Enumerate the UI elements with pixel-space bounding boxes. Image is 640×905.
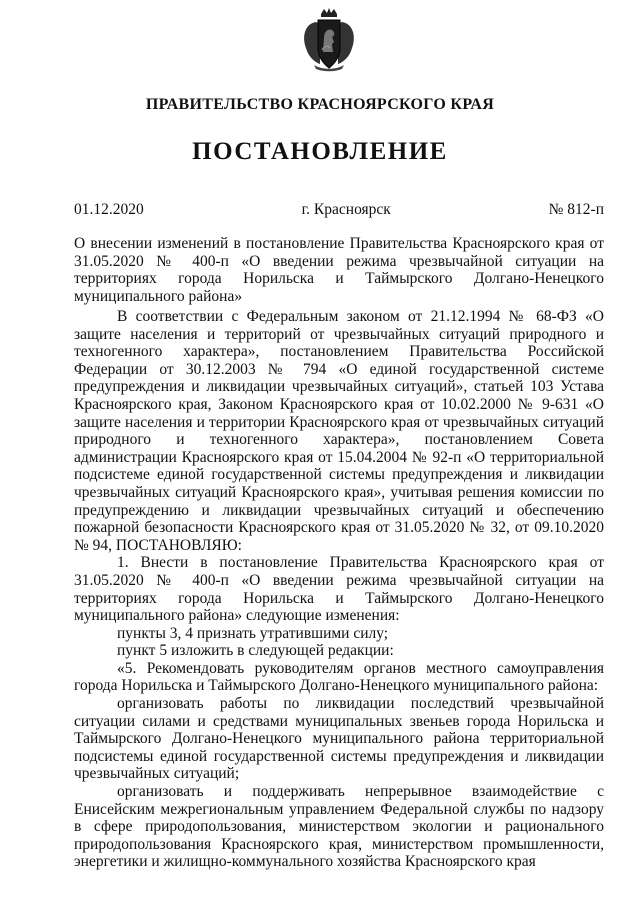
document-place: г. Красноярск [301, 201, 391, 218]
items-3-4-paragraph: пункты 3, 4 признать утратившими силу; [117, 624, 389, 642]
document-number: № 812-п [548, 201, 604, 218]
preamble-paragraph: В соответствии с Федеральным законом от 21.12.1994 № 68-ФЗ «О защите населения и территорий от чрезвычайных ситуаций природного и техногенного характера», постановлением Правительства Российской Федерации от 30.12.2003 № 794 «О единой государственной системе предупреждения и ликвидации чрезвычайных ситуаций», статьей 103 Устава Красноярского края, Законом Красноярского края от 10.02.2000 № 9-631 «О защите населения и территории Красноярского края от чрезвычайных ситуаций природного и техногенного характера», постановлением Совета администрации Красноярского края от 15.04.2004 № 92-п «О территориальной подсистеме единой государственной системы предупреждения и ликвидации чрезвычайных ситуаций Красноярского края», учитывая решения комиссии по предупреждению и ликвидации чрезвычайных ситуаций и обеспечению пожарной безопасности Красноярского края от 31.05.2020 № 32, от 09.10.2020 № 94, ПОСТАНОВЛЯЮ: [74, 308, 604, 554]
document-meta-row [74, 201, 604, 219]
coat-of-arms-icon [302, 8, 356, 72]
item-1-paragraph: 1. Внести в постановление Правительства Красноярского края от 31.05.2020 № 400-п «О введении режима чрезвычайной ситуации на территориях города Норильска и Таймырского Долгано-Ненецкого муниципального района» следующие изменения: [74, 554, 604, 625]
quote-item-5-paragraph: «5. Рекомендовать руководителям органов местного самоуправления города Норильска и Таймырского Долгано-Ненецкого муниципального района: [74, 659, 604, 695]
document-body [74, 308, 604, 871]
item-5-paragraph: пункт 5 изложить в следующей редакции: [117, 642, 394, 660]
government-title: ПРАВИТЕЛЬСТВО КРАСНОЯРСКОГО КРАЯ [145, 96, 495, 113]
document-type-heading: ПОСТАНОВЛЕНИЕ [192, 138, 448, 165]
document-subject: О внесении изменений в постановление Правительства Красноярского края от 31.05.2020 № 400-п «О введении режима чрезвычайной ситуации на территориях города Норильска и Таймырского Долгано-Ненецкого муниципального района» [74, 235, 604, 305]
organize-interaction-paragraph: организовать и поддерживать непрерывное взаимодействие с Енисейским межрегиональным управлением Федеральной службы по надзору в сфере природопользования, министерством экологии и рационального природопользования Красноярского края, министерством промышленности, энергетики и жилищно-коммунального хозяйства Красноярского края [74, 783, 604, 871]
document-date: 01.12.2020 [74, 201, 144, 218]
organize-works-paragraph: организовать работы по ликвидации последствий чрезвычайной ситуации силами и средствами муниципальных звеньев города Норильска и Таймырского Долгано-Ненецкого муниципального района территориальной подсистемы единой государственной системы предупреждения и ликвидации чрезвычайных ситуаций; [74, 695, 604, 783]
